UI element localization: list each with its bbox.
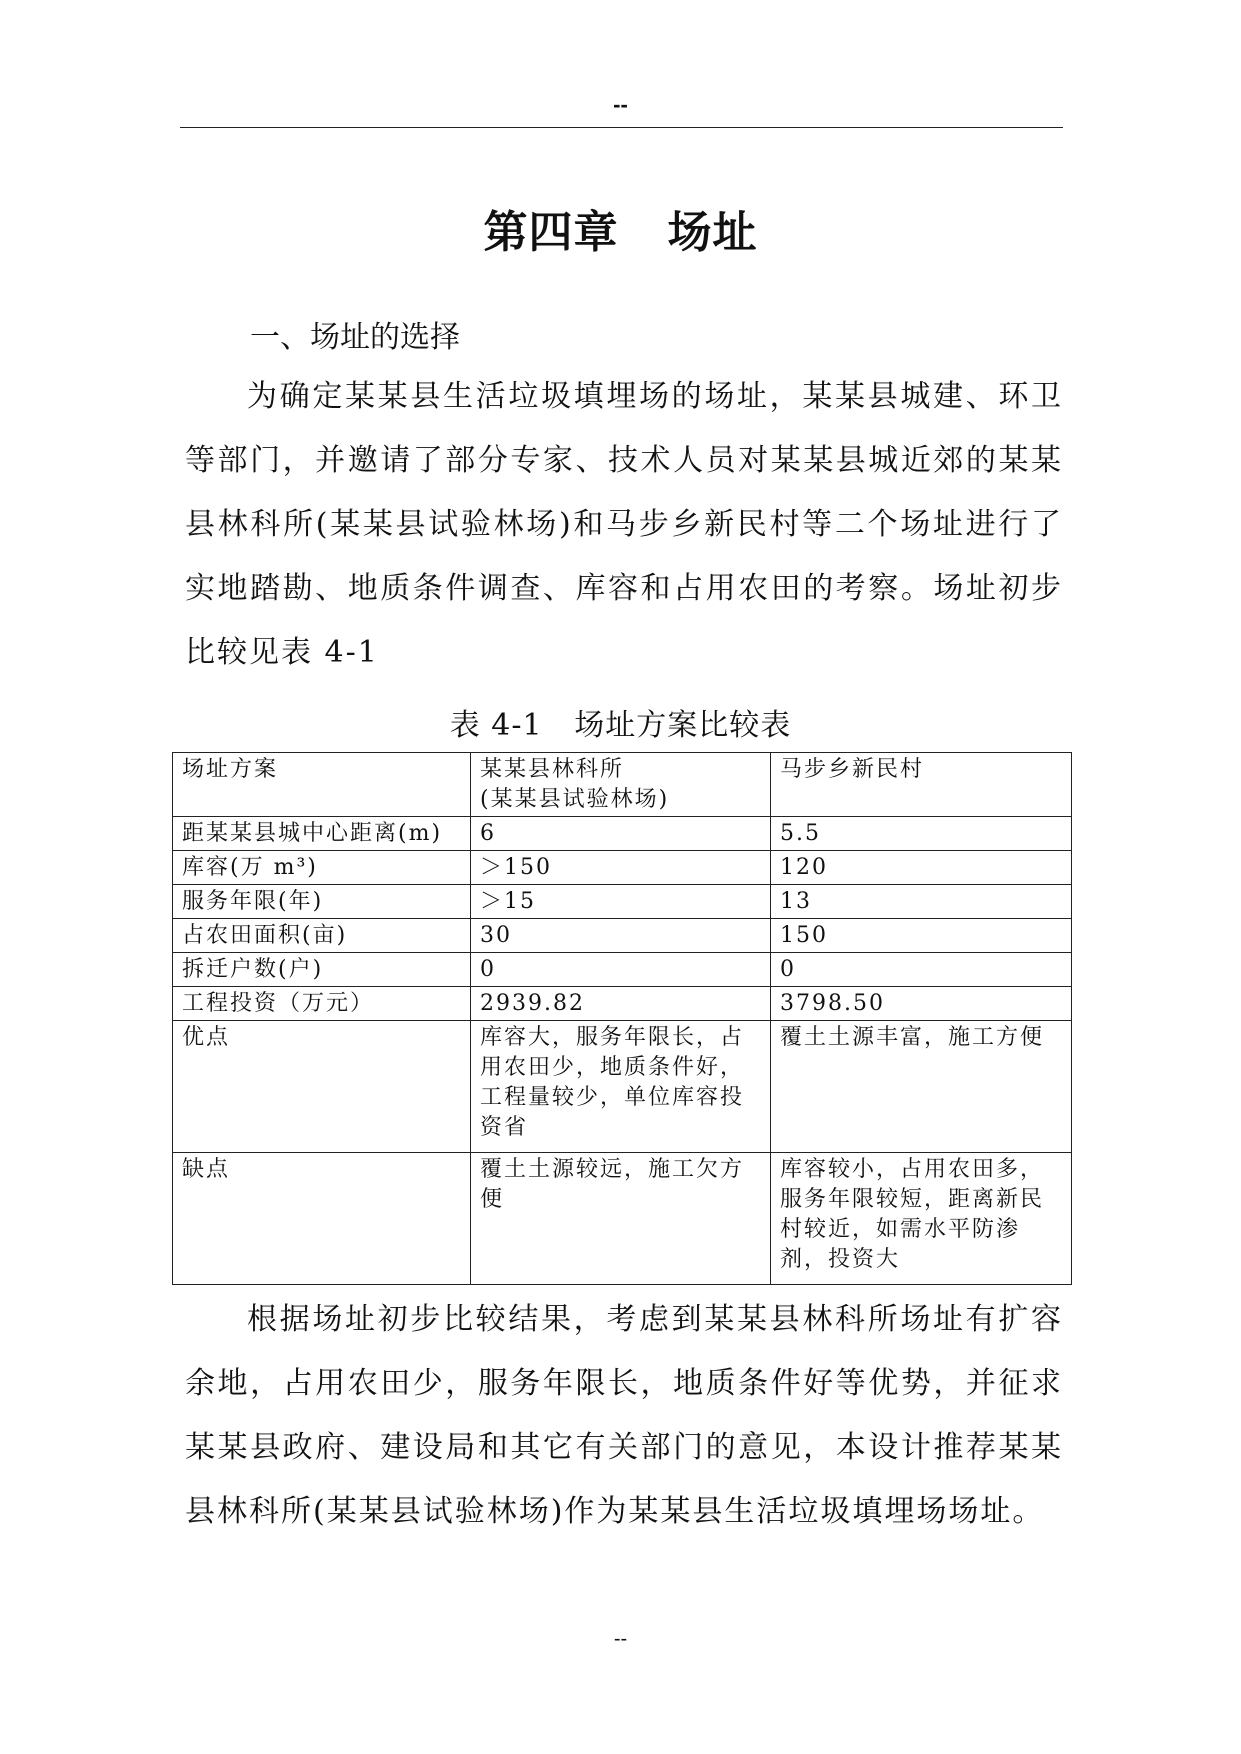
row-label: 缺点 <box>173 1153 471 1285</box>
row-value-b: 0 <box>771 953 1072 987</box>
row-value-b: 3798.50 <box>771 987 1072 1021</box>
table-row <box>173 1153 1072 1285</box>
table-row <box>173 987 1072 1021</box>
table-caption: 表 4-1 场址方案比较表 <box>449 708 792 743</box>
row-value-b: 库容较小，占用农田多，服务年限较短，距离新民村较近，如需水平防渗剂，投资大 <box>771 1153 1072 1285</box>
row-label: 服务年限(年) <box>173 885 471 919</box>
intro-paragraph: 为确定某某县生活垃圾填埋场的场址，某某县城建、环卫等部门，并邀请了部分专家、技术人员对某某县城近郊的某某县林科所(某某县试验林场)和马步乡新民村等二个场址进行了实地踏勘、地质条件调查、库容和占用农田的考察。场址初步比较见表 4-1 <box>185 379 1063 670</box>
table-row <box>173 885 1072 919</box>
table-row <box>173 953 1072 987</box>
row-value-a: ＞15 <box>471 885 771 919</box>
conclusion-paragraph: 根据场址初步比较结果，考虑到某某县林科所场址有扩容余地，占用农田少，服务年限长，地质条件好等优势，并征求某某县政府、建设局和其它有关部门的意见，本设计推荐某某县林科所(某某县试验林场)作为某某县生活垃圾填埋场场址。 <box>185 1302 1063 1529</box>
table-row <box>173 919 1072 953</box>
row-label: 拆迁户数(户) <box>173 953 471 987</box>
section-heading: 一、场址的选择 <box>250 320 460 355</box>
table-row <box>173 817 1072 851</box>
header-cell-label: 场址方案 <box>173 753 471 817</box>
row-value-a: 库容大，服务年限长，占用农田少，地质条件好，工程量较少，单位库容投资省 <box>471 1021 771 1153</box>
row-value-b: 120 <box>771 851 1072 885</box>
row-value-b: 150 <box>771 919 1072 953</box>
row-value-b: 5.5 <box>771 817 1072 851</box>
option-a-alias: (某某县试验林场) <box>480 787 670 812</box>
chapter-title: 第四章 场址 <box>483 207 758 258</box>
row-label: 优点 <box>173 1021 471 1153</box>
row-label: 库容(万 m³) <box>173 851 471 885</box>
row-label: 占农田面积(亩) <box>173 919 471 953</box>
row-value-b: 13 <box>771 885 1072 919</box>
row-value-a: 6 <box>471 817 771 851</box>
table-header-row <box>173 753 1072 817</box>
table-row <box>173 1021 1072 1153</box>
page-footer-mark: -- <box>613 1628 628 1650</box>
row-value-a: 30 <box>471 919 771 953</box>
row-label: 距某某县城中心距离(m) <box>173 817 471 851</box>
option-a-name: 某某县林科所 <box>480 757 625 782</box>
row-value-b: 覆土土源丰富，施工方便 <box>771 1021 1072 1153</box>
row-value-a: ＞150 <box>471 851 771 885</box>
table-row <box>173 851 1072 885</box>
site-comparison-table <box>172 752 1072 1285</box>
row-label: 工程投资（万元） <box>173 987 471 1021</box>
row-value-a: 覆土土源较远，施工欠方便 <box>471 1153 771 1285</box>
row-value-a: 0 <box>471 953 771 987</box>
header-cell-option-a <box>471 753 771 817</box>
page-header-mark: -- <box>613 92 628 117</box>
header-divider <box>180 127 1063 128</box>
row-value-a: 2939.82 <box>471 987 771 1021</box>
header-cell-option-b: 马步乡新民村 <box>771 753 1072 817</box>
